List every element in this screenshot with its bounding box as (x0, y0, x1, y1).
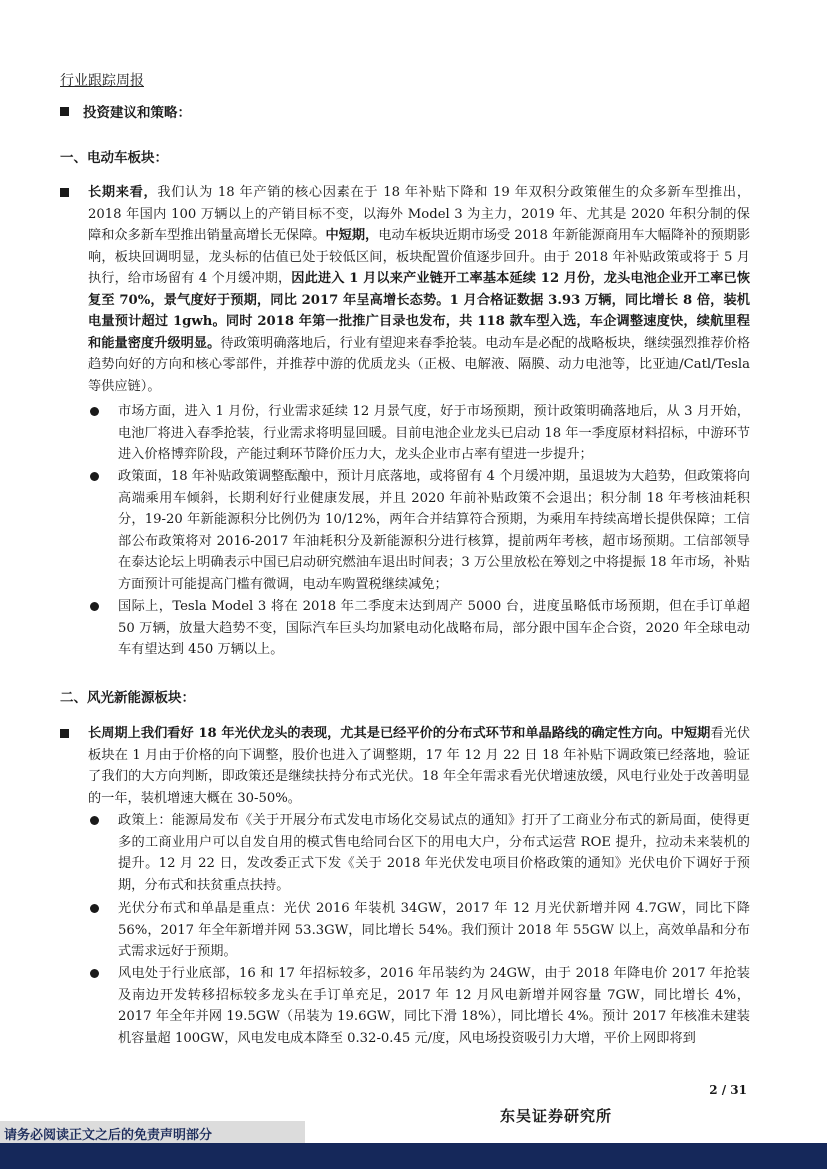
square-bullet-icon (60, 107, 69, 116)
bullet-text: 市场方面，进入 1 月份，行业需求延续 12 月景气度，好于市场预期，预计政策明确落地后，从 3 月开始，电池厂将进入春季抢装，行业需求将明显回暖。目前电池企业龙头已启动 18 年一季度原材料招标，中游环节进入价格博弈阶段，产能过剩环节降价压力大，龙头企业市占率有望进一步提升； (118, 404, 750, 462)
footer-bar (0, 1143, 827, 1169)
bullet-text: 风电处于行业底部，16 和 17 年招标较多，2016 年吊装约为 24GW，由于 2018 年降电价 2017 年抢装及南边开发转移招标较多龙头在手订单充足，2017 年 12 月风电新增并网容量 7GW，同比增长 4%，2017 年全年并网 19.5GW（吊装为 19.6GW，同比下滑 18%），同比增长 4%。预计 2017 年核准未建装机容量超 100GW，风电发电成本降至 0.32-0.45 元/度，风电场投资吸引力大增，平价上网即将到 (118, 966, 750, 1046)
paragraph-run: 长周期上我们看好 18 年光伏龙头的表现，尤其是已经平价的分布式环节和单晶路线的确定性方向。中短期 (88, 726, 711, 741)
section2-bullet-policy (118, 810, 750, 896)
section2-bullet-pv (118, 898, 750, 963)
paragraph-run: 看光伏板块在 1 月由于价格的向下调整，股价也进入了调整期，17 年 12 月 22 日 18 年补贴下调政策已经落地，验证了我们的大方向判断，即政策还是继续扶持分布式光伏。18 年全年需求看光伏增速放缓，风电行业处于改善明显的一年，装机增速大概在 30-50%。 (88, 726, 751, 806)
main-heading-text: 投资建议和策略： (83, 105, 191, 121)
section2-bullet-wind (118, 963, 750, 1049)
bullet-text: 政策上：能源局发布《关于开展分布式发电市场化交易试点的通知》打开了工商业分布式的新局面，使得更多的工商业用户可以自发自用的模式售电给同台区下的用电大户，分布式运营 ROE 提升，拉动未来装机的提升。12 月 22 日，发改委正式下发《关于 2018 年光伏发电项目价格政策的通知》光伏电价下调好于预期，分布式和扶贫重点扶持。 (118, 813, 750, 893)
section2-title: 二、风光新能源板块： (60, 690, 195, 706)
square-bullet-icon (60, 188, 69, 197)
organization-name: 东吴证券研究所 (500, 1107, 613, 1125)
disclaimer-note: 请务必阅读正文之后的免责声明部分 (4, 1128, 213, 1143)
section1-title: 一、电动车板块： (60, 150, 168, 166)
paragraph-run: 我们认为 18 年产销的核心因素在于 18 年补贴下降和 19 年双积分政策催生的众多新车型推出，2018 年国内 100 万辆以上的产销目标不变，以海外 Model 3 为主力，2019 年、尤其是 2020 年积分制的保障和众多新车型推出销量高增长无保障。 (88, 185, 751, 243)
dot-bullet-icon (90, 904, 99, 913)
main-heading (60, 101, 191, 121)
section1-bullet-market (118, 401, 750, 466)
page-number: 2 / 31 (709, 1083, 747, 1097)
paragraph-run: 因此进入 1 月以来产业链开工率基本延续 12 月份，龙头电池企业开工率已恢复至 70%，景气度好于预期，同比 2017 年呈高增长态势。1 月合格证数据 3.93 万辆，同比增长 8 倍，装机电量预计超过 1gwh。同时 2018 年第一批推广目录也发布，共 118 款车型入选，车企调整速度快，续航里程和能量密度升级明显。 (88, 271, 751, 351)
section1-bullet-policy (118, 466, 750, 595)
square-bullet-icon (60, 729, 69, 738)
bullet-text: 政策面，18 年补贴政策调整酝酿中，预计月底落地，或将留有 4 个月缓冲期，虽退坡为大趋势，但政策将向高端乘用车倾斜，长期利好行业健康发展，并且 2020 年前补贴政策不会退出；积分制 18 年考核油耗积分，19-20 年新能源积分比例仍为 10/12%，两年合并结算符合预期，为乘用车持续高增长提供保障；工信部公布政策将对 2016-2017 年油耗积分及新能源积分进行核算，提前两年考核，超市场预期。工信部领导在泰达论坛上明确表示中国已启动研究燃油车退出时间表；3 万公里放松在筹划之中将提振 18 年市场，补贴方面预计可能提高门槛有微调，电动车购置税继续减免； (118, 469, 750, 592)
paragraph-run: 中短期， (325, 228, 379, 243)
section1-bullet-international (118, 596, 750, 661)
dot-bullet-icon (90, 816, 99, 825)
dot-bullet-icon (90, 407, 99, 416)
dot-bullet-icon (90, 472, 99, 481)
paragraph-run: 待政策明确落地后，行业有望迎来春季抢装。电动车是必配的战略板块，继续强烈推荐价格趋势向好的方向和核心零部件，并推荐中游的优质龙头（正极、电解液、隔膜、动力电池等，比亚迪/Catl/Tesla 等供应链）。 (88, 335, 751, 394)
paragraph-run: 电动车板块近期市场受 2018 年新能源商用车大幅降补的预期影响，板块回调明显，龙头标的估值已处于较低区间，板块配置价值逐步回升。由于 2018 年补贴政策或将于 5 月执行，给市场留有 4 个月缓冲期， (88, 228, 751, 286)
dot-bullet-icon (90, 602, 99, 611)
bullet-text: 国际上，Tesla Model 3 将在 2018 年二季度末达到周产 5000 台，进度虽略低市场预期，但在手订单超 50 万辆，放量大趋势不变，国际汽车巨头均加紧电动化战略布局，部分跟中国车企合资，2020 年全球电动车有望达到 450 万辆以上。 (118, 599, 750, 657)
section2-paragraph (88, 723, 750, 809)
bullet-text: 光伏分布式和单晶是重点：光伏 2016 年装机 34GW，2017 年 12 月光伏新增并网 4.7GW，同比下降 56%，2017 年全年新增并网 53.3GW，同比增长 54%。我们预计 2018 年 55GW 以上，高效单晶和分布式需求远好于预期。 (118, 901, 750, 959)
section1-paragraph (88, 182, 750, 397)
report-header-title: 行业跟踪周报 (60, 73, 144, 89)
dot-bullet-icon (90, 969, 99, 978)
paragraph-run: 长期来看， (88, 185, 158, 200)
